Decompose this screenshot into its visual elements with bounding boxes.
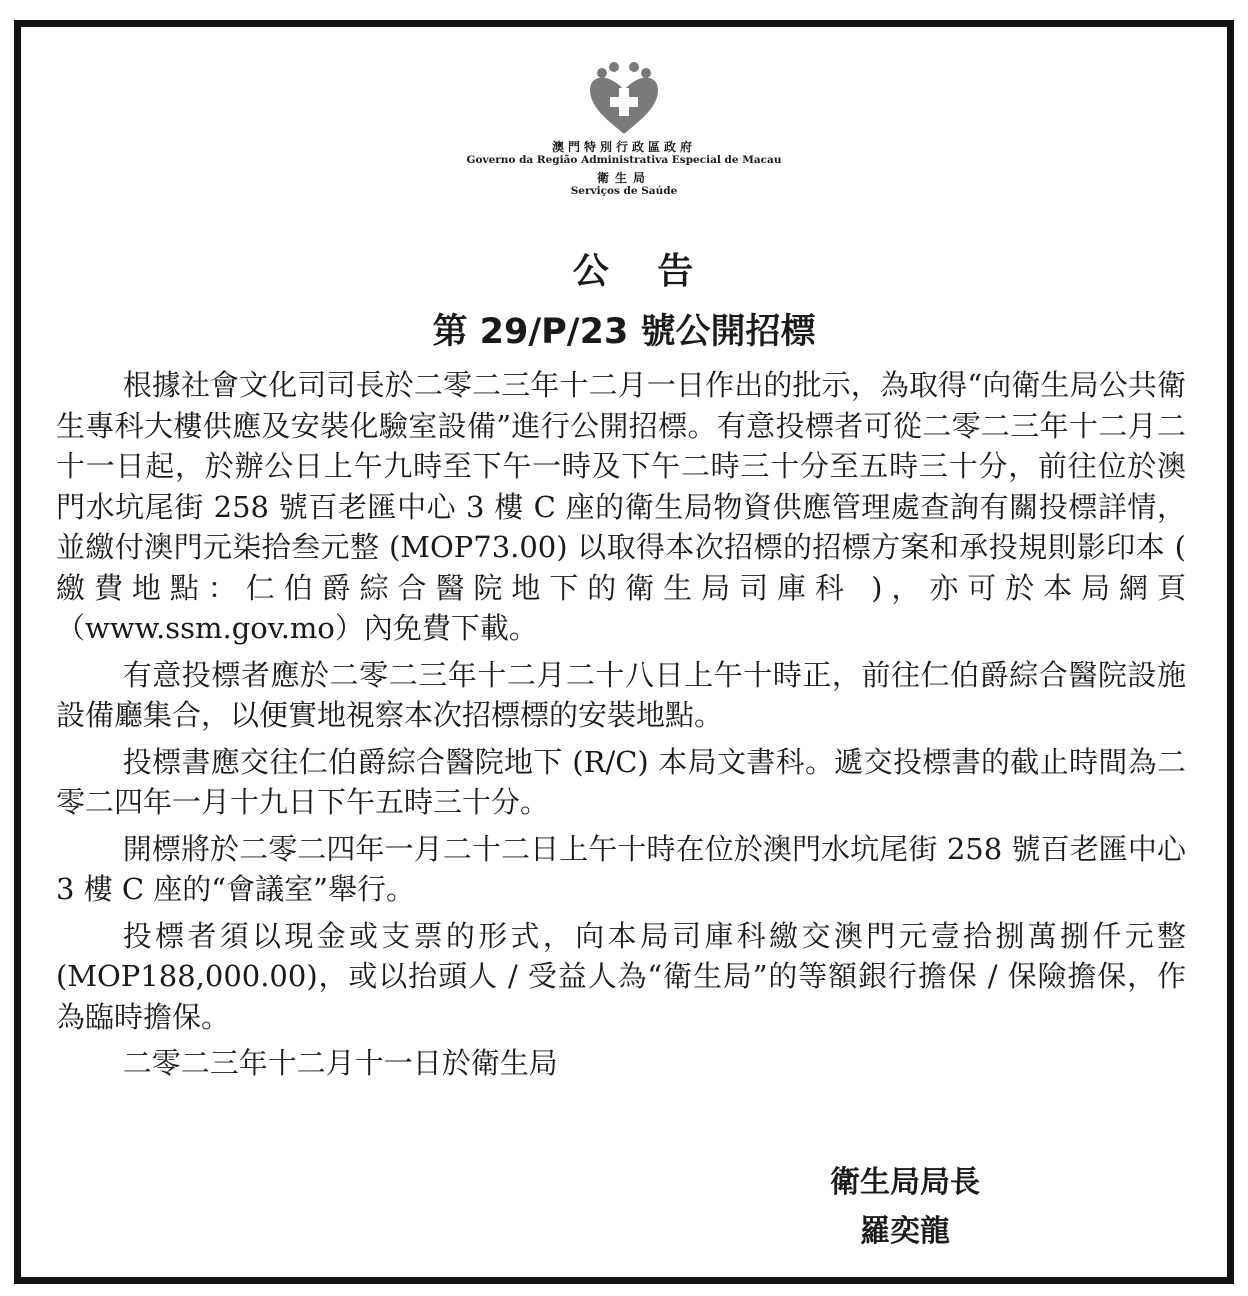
signatory-position: 衛生局局長: [830, 1165, 980, 1200]
paragraph-site-visit: 有意投標者應於二零二三年十二月二十八日上午十時正，前往仁伯爵綜合醫院設施設備廳集合，以便實地視察本次招標標的安裝地點。: [56, 657, 1186, 732]
notice-body: [56, 365, 1186, 1090]
date-line: 二零二三年十二月十一日於衛生局: [122, 1046, 558, 1080]
org-name-chinese: 澳門特別行政區政府: [551, 140, 696, 154]
tender-number-heading: 第 29/P/23 號公開招標: [432, 312, 816, 352]
paragraph-tender-details: 根據社會文化司司長於二零二三年十二月一日作出的批示，為取得“向衛生局公共衛生專科大樓供應及安裝化驗室設備”進行公開招標。有意投標者可從二零二三年十二月二十一日起，於辦公日上午九時至下午一時及下午二時三十分至五時三十分，前往位於澳門水坑尾街 258 號百老匯中心 3 樓 C 座的衛生局物資供應管理處查詢有關投標詳情，並繳付澳門元柒拾叁元整 (MOP73.00) 以取得本次招標的招標方案和承投規則影印本 ( 繳費地點：仁伯爵綜合醫院地下的衛生局司庫科 )，亦可於本局網頁（www.ssm.gov.mo）內免費下載。: [56, 368, 1186, 645]
paragraph-submission-deadline: 投標書應交往仁伯爵綜合醫院地下 (R/C) 本局文書科。遞交投標書的截止時間為二零二四年一月十九日下午五時三十分。: [56, 744, 1186, 819]
notice-heading: 公 告: [572, 251, 712, 292]
paragraph-guarantee: 投標者須以現金或支票的形式，向本局司庫科繳交澳門元壹拾捌萬捌仟元整 (MOP188,000.00)，或以抬頭人 / 受益人為“衛生局”的等額銀行擔保 / 保險擔保，作為臨時擔保。: [56, 918, 1186, 1034]
paragraph-opening: 開標將於二零二四年一月二十二日上午十時在位於澳門水坑尾街 258 號百老匯中心 3 樓 C 座的“會議室”舉行。: [56, 831, 1186, 906]
dept-name-portuguese: Serviços de Saúde: [570, 185, 678, 197]
dept-name-chinese: 衛生局: [596, 171, 651, 185]
org-name-portuguese: Governo da Região Administrativa Especial de Macau: [466, 154, 782, 166]
signatory-name: 羅奕龍: [860, 1214, 950, 1249]
health-bureau-logo-icon: [586, 60, 662, 136]
